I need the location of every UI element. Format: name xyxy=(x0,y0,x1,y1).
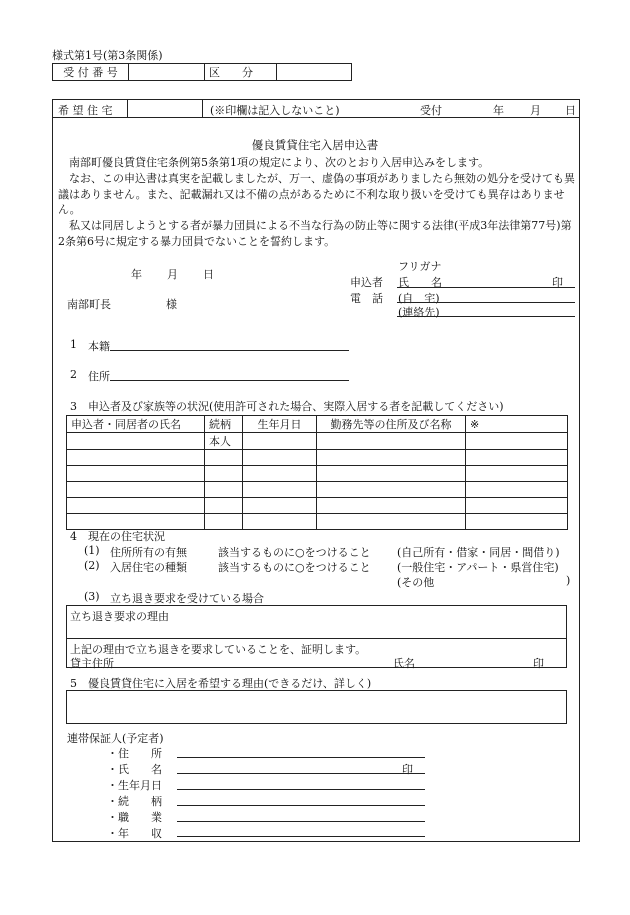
guarantor-relation-field[interactable] xyxy=(177,805,425,806)
col-relation: 続柄 xyxy=(205,416,243,433)
section4-heading: 4 現在の住宅状況 xyxy=(70,530,165,543)
furigana-label: フリガナ xyxy=(398,260,442,273)
phone-label: 電 話 xyxy=(350,292,383,305)
family-table-header xyxy=(67,416,568,433)
item2-instruction: 該当するものに○をつけること xyxy=(218,561,371,574)
received-year: 年 xyxy=(493,104,504,117)
item2-num: (2) xyxy=(84,559,100,572)
guarantor-name-field[interactable] xyxy=(177,773,425,774)
item2-options[interactable]: (一般住宅・アパート・県営住宅) xyxy=(397,561,559,574)
form-number-label: 様式第1号(第3条関係) xyxy=(52,49,163,62)
date-year: 年 xyxy=(131,268,142,281)
family-table xyxy=(66,415,568,530)
table-row[interactable] xyxy=(67,498,568,514)
applicant-name-label: 氏 名 xyxy=(398,276,442,289)
intro-paragraph-2: なお、この申込書は真実を記載しましたが、万一、虚偽の事項がありましたら無効の処分を受けても異議はありません。また、記載漏れ又は不備の点があるために不利な取り扱いを受けても異存はありません。 xyxy=(58,172,575,217)
desired-housing-label: 希 望 住 宅 xyxy=(58,104,113,117)
date-month: 月 xyxy=(167,268,178,281)
addressee-sama: 様 xyxy=(166,298,177,311)
applicant-name-line[interactable] xyxy=(397,287,575,288)
section2-number: 2 xyxy=(70,368,77,381)
guarantor-birthdate-label: ・生年月日 xyxy=(107,779,162,792)
received-month: 月 xyxy=(530,104,541,117)
top-row-sep-1 xyxy=(127,99,128,118)
item2-other-close: ) xyxy=(566,574,571,587)
received-label: 受付 xyxy=(420,104,442,117)
eviction-certify-text: 上記の理由で立ち退きを要求していることを、証明します。 xyxy=(70,643,367,656)
guarantor-income-label: ・年 収 xyxy=(107,827,162,840)
item2-label: 入居住宅の種類 xyxy=(110,561,187,574)
table-row[interactable] xyxy=(67,433,568,450)
applicant-label: 申込者 xyxy=(350,276,383,289)
guarantor-address-field[interactable] xyxy=(177,757,425,758)
reception-number-label: 受 付 番 号 xyxy=(53,64,129,81)
eviction-box-divider xyxy=(66,638,567,639)
phone-home-label: (自 宅) xyxy=(398,292,440,305)
phone-home-line[interactable] xyxy=(397,302,575,303)
guarantor-address-label: ・住 所 xyxy=(107,747,162,760)
col-name: 申込者・同居者の氏名 xyxy=(67,416,205,433)
landlord-seal: 印 xyxy=(533,657,544,670)
col-workplace: 勤務先等の住所及び名称 xyxy=(317,416,466,433)
eviction-reason-label: 立ち退き要求の理由 xyxy=(70,610,169,623)
reception-number-field[interactable] xyxy=(129,64,205,81)
guarantor-seal: 印 xyxy=(402,763,413,776)
section3-heading: 3 申込者及び家族等の状況(使用許可された場合、実際入居する者を記載してください) xyxy=(70,400,504,413)
guarantor-name-label: ・氏 名 xyxy=(107,763,162,776)
intro-paragraph-3: 私又は同居しようとする者が暴力団員による不当な行為の防止等に関する法律(平成3年法律第77号)第2条第6号に規定する暴力団員でないことを誓約します。 xyxy=(58,219,572,248)
guarantor-heading: 連帯保証人(予定者) xyxy=(67,732,164,745)
landlord-address-label: 貸主住所 xyxy=(70,657,114,670)
page-title: 優良賃貸住宅入居申込書 xyxy=(251,138,379,152)
item3-num: (3) xyxy=(84,590,100,603)
section1-number: 1 xyxy=(70,338,77,351)
received-day: 日 xyxy=(565,104,576,117)
phone-contact-label: (連絡先) xyxy=(398,306,440,319)
section5-heading: 5 優良賃貸住宅に入居を希望する理由(できるだけ、詳しく) xyxy=(70,677,372,690)
phone-contact-line[interactable] xyxy=(397,316,575,317)
top-row-sep-2 xyxy=(202,99,203,118)
intro-paragraph-1: 南部町優良賃貸住宅条例第5条第1項の規定により、次のとおり入居申込みをします。 xyxy=(58,156,490,169)
item1-options[interactable]: (自己所有・借家・同居・間借り) xyxy=(397,546,560,559)
date-day: 日 xyxy=(203,268,214,281)
item1-instruction: 該当するものに○をつけること xyxy=(218,546,371,559)
honseki-label: 本籍 xyxy=(88,340,110,353)
guarantor-relation-label: ・続 柄 xyxy=(107,795,162,808)
honseki-field[interactable] xyxy=(110,350,349,351)
item1-num: (1) xyxy=(84,544,100,557)
guarantor-occupation-label: ・職 業 xyxy=(107,811,162,824)
guarantor-income-field[interactable] xyxy=(177,836,425,837)
table-row[interactable] xyxy=(67,482,568,498)
table-row[interactable] xyxy=(67,466,568,482)
reason-field[interactable] xyxy=(66,690,567,724)
addressee-mayor: 南部町長 xyxy=(67,298,111,311)
applicant-seal: 印 xyxy=(552,276,563,289)
item1-label: 住所所有の有無 xyxy=(110,546,187,559)
division-label: 区 分 xyxy=(205,64,277,81)
division-field[interactable] xyxy=(277,64,352,81)
guarantor-occupation-field[interactable] xyxy=(177,821,425,822)
address-label: 住所 xyxy=(88,370,110,383)
item2-other[interactable]: (その他 xyxy=(397,576,435,589)
landlord-name-label: 氏名 xyxy=(393,657,415,670)
col-office-use: ※ xyxy=(466,416,568,433)
reception-table xyxy=(52,63,352,81)
item3-label: 立ち退き要求を受けている場合 xyxy=(110,592,264,605)
office-use-note: (※印欄は記入しないこと) xyxy=(210,104,340,117)
table-row[interactable] xyxy=(67,450,568,466)
relation-self: 本人 xyxy=(205,433,243,450)
address-field[interactable] xyxy=(110,380,349,381)
col-birthdate: 生年月日 xyxy=(243,416,317,433)
guarantor-birthdate-field[interactable] xyxy=(177,789,425,790)
